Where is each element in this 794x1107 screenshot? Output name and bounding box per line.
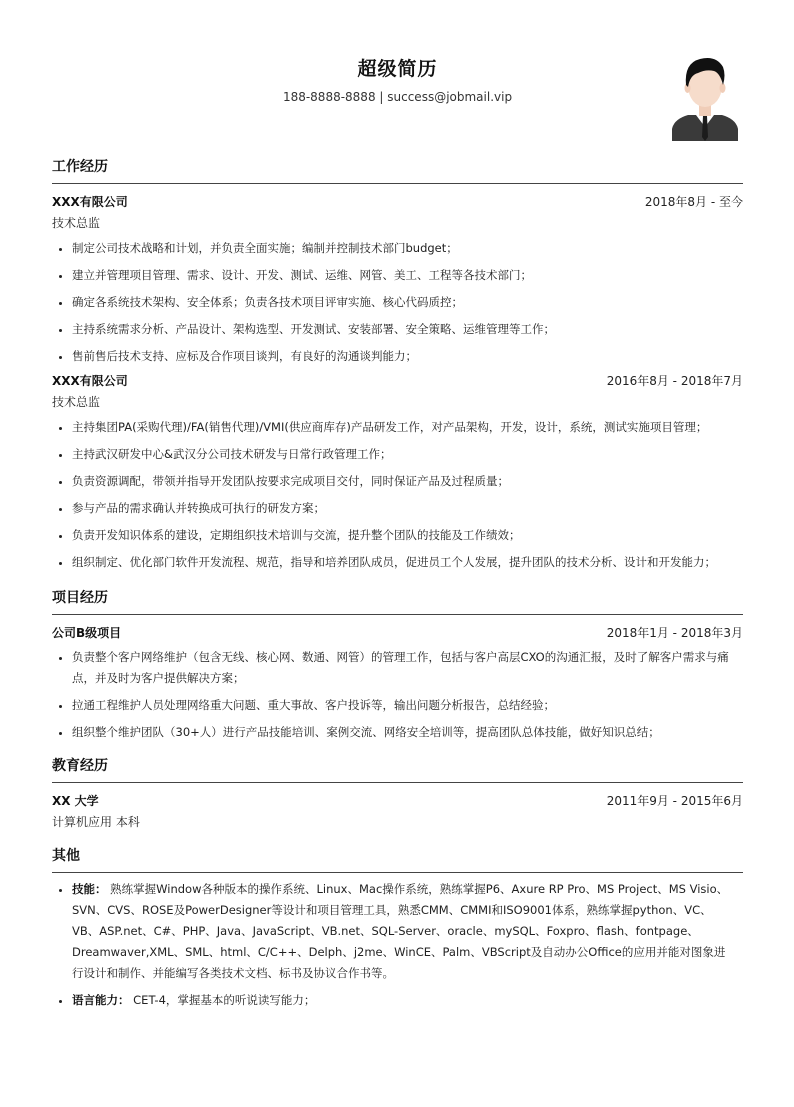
resume-header [52, 0, 743, 142]
entry-header [52, 623, 743, 641]
list-item: • 负责整个客户网络维护（包含无线、核心网、数通、网管）的管理工作，包括与客户高层CXO的沟通汇报，及时了解客户需求与痛点，并及时为客户提供解决方案； [72, 647, 743, 689]
skills-text: 熟练掌握Window各种版本的操作系统、Linux、Mac操作系统，熟练掌握P6、Axure RP Pro、MS Project、MS Visio、SVN、CVS、ROSE及PowerDesigner等设计和项目管理工具，熟悉CMM、CMMI和ISO9001体系，熟练掌握python、VC、VB、ASP.net、C#、PHP、Java、JavaScript、VB.net、SQL-Server、oracle、mySQL、Foxpro、flash、fontpage、Dreamwaver,XML、SML、html、C/C++、Delph、j2me、WinCE、Palm、VBScript及自动办公Office的应用并能对图象进行设计和制作、并能编写各类技术文档、标书及协议合作书等。 [72, 882, 729, 980]
list-item: • 主持集团PA(采购代理)/FA(销售代理)/VMI(供应商库存)产品研发工作，对产品架构，开发，设计，系统，测试实施项目管理； [72, 417, 743, 438]
section-title-education: 教育经历 [52, 755, 743, 783]
project-section [52, 587, 743, 743]
other-list [52, 879, 743, 1011]
avatar [670, 53, 740, 141]
responsibility-list [52, 238, 743, 367]
date-range: 2011年9月 - 2015年6月 [606, 793, 743, 808]
entry-header [52, 371, 743, 389]
list-item: • 主持武汉研发中心&武汉分公司技术研发与日常行政管理工作； [72, 444, 743, 465]
date-range: 2016年8月 - 2018年7月 [606, 373, 743, 388]
entry-header [52, 791, 743, 809]
job-title: 技术总监 [52, 216, 101, 230]
list-item: • 负责资源调配，带领并指导开发团队按要求完成项目交付，同时保证产品及过程质量； [72, 471, 743, 492]
school-name: XX 大学 [52, 793, 99, 808]
list-item: • 参与产品的需求确认并转换成可执行的研发方案； [72, 498, 743, 519]
section-title-work: 工作经历 [52, 156, 743, 184]
job-title: 技术总监 [52, 395, 101, 409]
work-section [52, 156, 743, 573]
list-item: • 组织制定、优化部门软件开发流程、规范，指导和培养团队成员，促进员工个人发展，提升团队的技术分析、设计和开发能力； [72, 552, 743, 573]
work-entry [52, 192, 743, 367]
contact-line: 188-8888-8888 | success@jobmail.vip [282, 90, 513, 104]
list-item: • 制定公司技术战略和计划，并负责全面实施；编制并控制技术部门budget； [72, 238, 743, 259]
list-item: • 售前售后技术支持、应标及合作项目谈判，有良好的沟通谈判能力； [72, 346, 743, 367]
list-item: • 负责开发知识体系的建设，定期组织技术培训与交流，提升整个团队的技能及工作绩效； [72, 525, 743, 546]
work-entry [52, 371, 743, 573]
resume-page [52, 0, 743, 1017]
list-item: • 组织整个维护团队（30+人）进行产品技能培训、案例交流、网络安全培训等，提高团队总体技能，做好知识总结； [72, 722, 743, 743]
list-item: • 建立并管理项目管理、需求、设计、开发、测试、运维、网管、美工、工程等各技术部门； [72, 265, 743, 286]
businessman-avatar-icon [670, 53, 740, 141]
date-range: 2018年1月 - 2018年3月 [606, 625, 743, 640]
skills-label: 技能： [72, 882, 107, 896]
candidate-name: 超级简历 [357, 58, 438, 80]
list-item [72, 879, 743, 984]
degree: 计算机应用 本科 [52, 815, 140, 829]
project-entry [52, 623, 743, 743]
education-entry [52, 791, 743, 831]
responsibility-list [52, 417, 743, 573]
other-section [52, 845, 743, 1011]
date-range: 2018年8月 - 至今 [644, 194, 743, 209]
company-name: XXX有限公司 [52, 373, 128, 388]
list-item: • 拉通工程维护人员处理网络重大问题、重大事故、客户投诉等，输出问题分析报告，总结经验； [72, 695, 743, 716]
entry-header [52, 192, 743, 210]
language-text: CET-4，掌握基本的听说读写能力； [133, 993, 316, 1007]
company-name: XXX有限公司 [52, 194, 128, 209]
list-item: • 确定各系统技术架构、安全体系；负责各技术项目评审实施、核心代码质控； [72, 292, 743, 313]
education-section [52, 755, 743, 831]
language-label: 语言能力： [72, 993, 130, 1007]
list-item [72, 990, 743, 1011]
section-title-other: 其他 [52, 845, 743, 873]
project-name: 公司B级项目 [52, 625, 122, 640]
responsibility-list [52, 647, 743, 743]
list-item: • 主持系统需求分析、产品设计、架构选型、开发测试、安装部署、安全策略、运维管理等工作； [72, 319, 743, 340]
section-title-project: 项目经历 [52, 587, 743, 615]
